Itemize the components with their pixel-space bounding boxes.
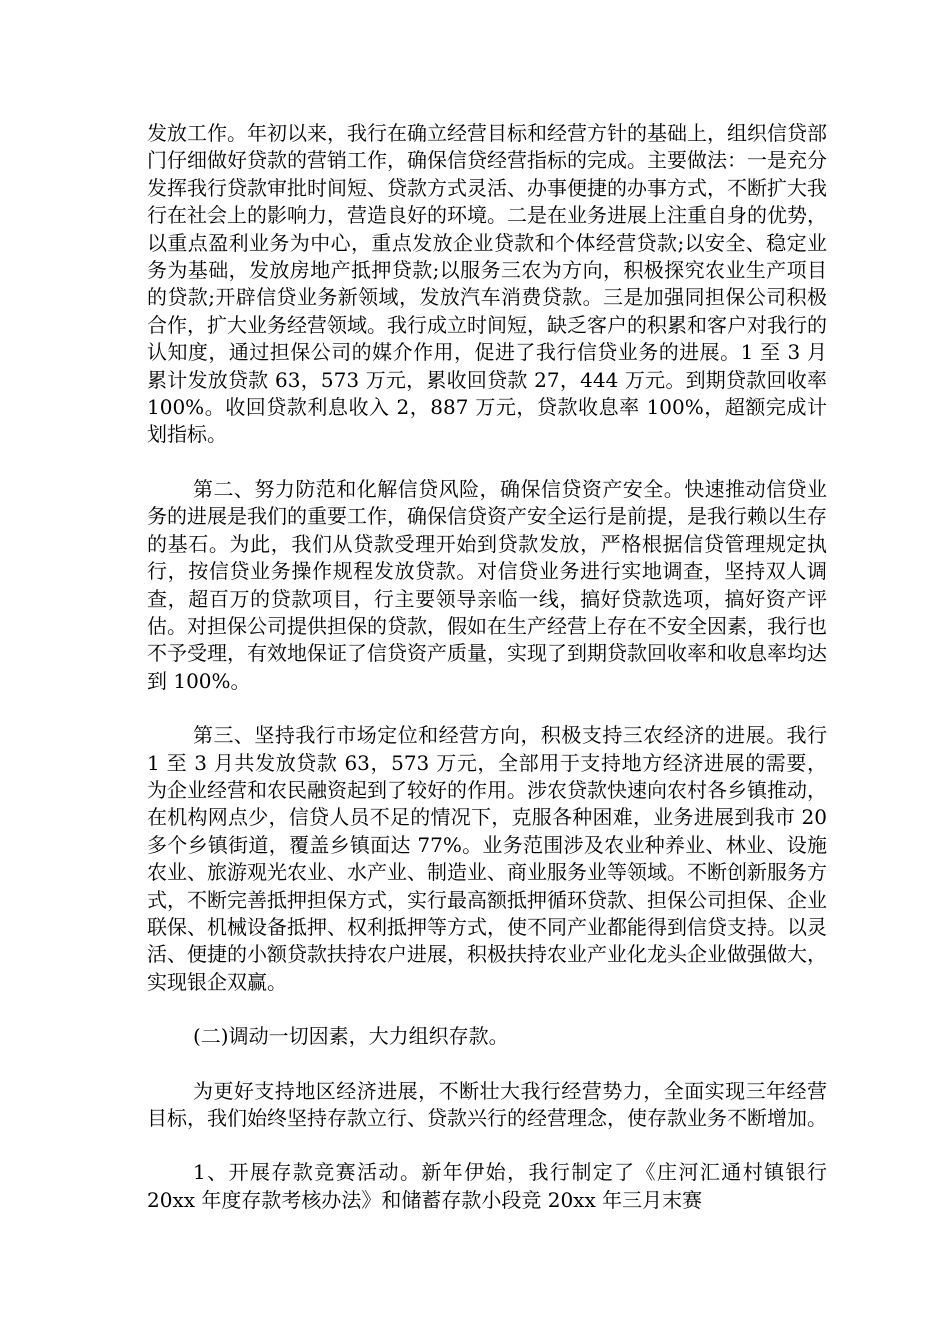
paragraph-loan-issuance: 发放工作。年初以来，我行在确立经营目标和经营方针的基础上，组织信贷部门仔细做好贷款的营销工作，确保信贷经营指标的完成。主要做法：一是充分发挥我行贷款审批时间短、贷款方式灵活、办事便捷的办事方式，不断扩大我行在社会上的影响力，营造良好的环境。二是在业务进展上注重自身的优势，以重点盈利业务为中心，重点发放企业贷款和个体经营贷款;以安全、稳定业务为基础，发放房地产抵押贷款;以服务三农为方向，积极探究农业生产项目的贷款;开辟信贷业务新领域，发放汽车消费贷款。三是加强同担保公司积极合作，扩大业务经营领域。我行成立时间短，缺乏客户的积累和客户对我行的认知度，通过担保公司的媒介作用，促进了我行信贷业务的进展。1 至 3 月累计发放贷款 63，573 万元，累收回贷款 27，444 万元。到期贷款回收率 100%。收回贷款利息收入 2，887 万元，贷款收息率 100%，超额完成计划指标。	[147, 121, 827, 447]
paragraph-rural-support: 第三、坚持我行市场定位和经营方向，积极支持三农经济的进展。我行 1 至 3 月共发放贷款 63，573 万元，全部用于支持地方经济进展的需要，为企业经营和农民融资起到了较好的作用。涉农贷款快速向农村各乡镇推动，在机构网点少，信贷人员不足的情况下，克服各种困难，业务进展到我市 20 多个乡镇街道，覆盖乡镇面达 77%。业务范围涉及农业种养业、林业、设施农业、旅游观光农业、水产业、制造业、商业服务业等领域。不断创新服务方式，不断完善抵押担保方式，实行最高额抵押循环贷款、担保公司担保、企业联保、机械设备抵押、权利抵押等方式，使不同产业都能得到信贷支持。以灵活、便捷的小额贷款扶持农户进展，积极扶持农业产业化龙头企业做强做大，实现银企双赢。	[147, 723, 827, 994]
paragraph-deposit-strategy: 为更好支持地区经济进展，不断壮大我行经营势力，全面实现三年经营目标，我们始终坚持存款立行、贷款兴行的经营理念，使存款业务不断增加。	[147, 1078, 827, 1130]
section-heading-deposits: (二)调动一切因素，大力组织存款。	[193, 1024, 509, 1049]
paragraph-credit-risk: 第二、努力防范和化解信贷风险，确保信贷资产安全。快速推动信贷业务的进展是我们的重要工作，确保信贷资产安全运行是前提，是我行赖以生存的基石。为此，我们从贷款受理开始到贷款发放，严格根据信贷管理规定执行，按信贷业务操作规程发放贷款。对信贷业务进行实地调查，坚持双人调查，超百万的贷款项目，行主要领导亲临一线，搞好贷款选项，搞好资产评估。对担保公司提供担保的贷款，假如在生产经营上存在不安全因素，我行也不予受理，有效地保证了信贷资产质量，实现了到期贷款回收率和收息率均达到 100%。	[147, 476, 827, 693]
paragraph-deposit-competition: 1、开展存款竞赛活动。新年伊始，我行制定了《庄河汇通村镇银行 20xx 年度存款考核办法》和储蓄存款小段竞 20xx 年三月末赛	[147, 1160, 827, 1212]
document-body	[147, 120, 827, 1214]
